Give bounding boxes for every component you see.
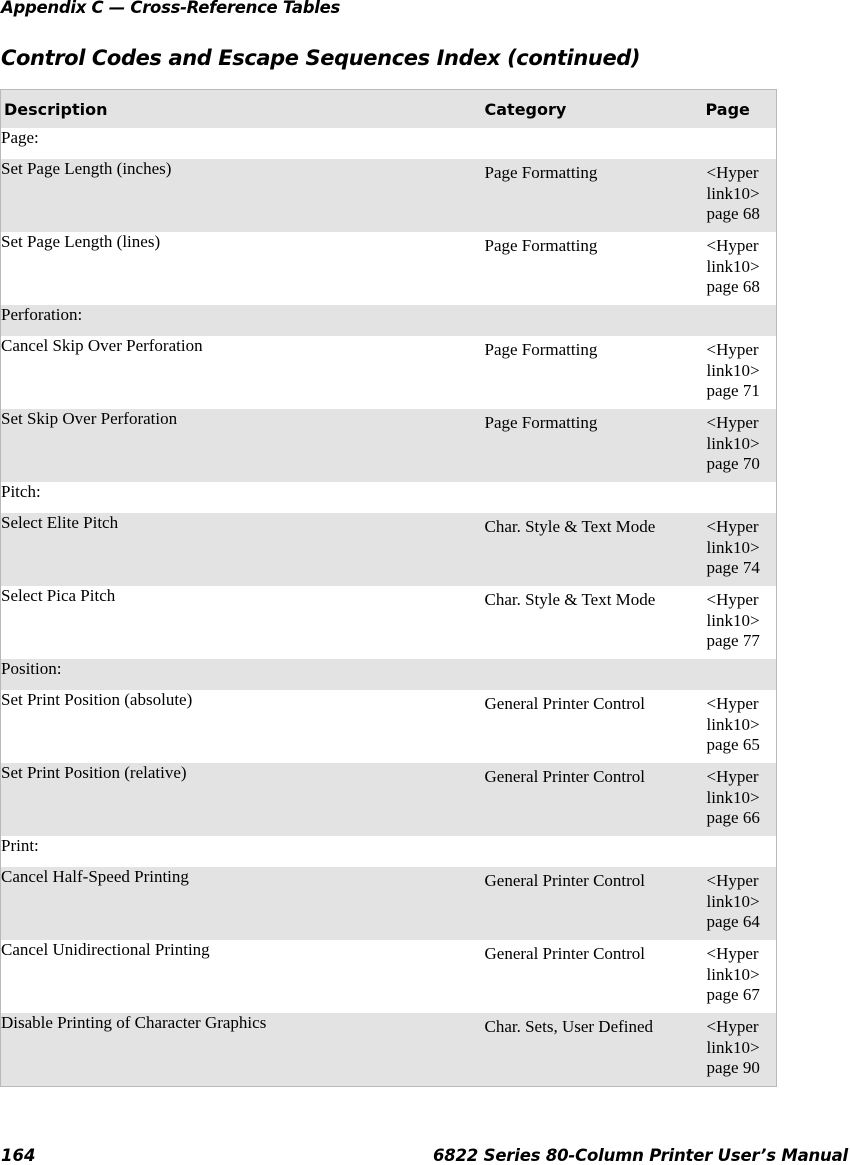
page-reference-cell [702, 482, 777, 513]
description-cell [1, 336, 473, 409]
category-cell: General Printer Control [473, 867, 702, 940]
description-cell [1, 586, 473, 659]
description-text: Select Elite Pitch [1, 513, 119, 532]
page-reference-line[interactable]: link10> [706, 891, 760, 911]
table-row [1, 586, 777, 659]
page-reference-line[interactable]: link10> [706, 964, 760, 984]
table-row [1, 159, 777, 232]
table-row [1, 1013, 777, 1086]
description-text: Cancel Skip Over Perforation [1, 336, 203, 355]
category-cell: General Printer Control [484, 694, 646, 713]
page-reference-cell [702, 128, 777, 159]
page-reference-line[interactable]: page 68 [706, 204, 760, 224]
page-reference-line[interactable]: link10> [706, 610, 760, 630]
category-cell: Page Formatting [484, 236, 598, 255]
page-reference-cell [702, 232, 777, 305]
page-reference-line[interactable]: page 67 [706, 985, 760, 1005]
group-label [1, 305, 473, 336]
page-reference-cell [702, 586, 777, 659]
page-reference-line[interactable]: <Hyper [706, 517, 759, 536]
description-text: Position: [1, 659, 62, 678]
description-text: Pitch: [1, 482, 41, 501]
table-row [1, 232, 777, 305]
cross-reference-table [0, 89, 777, 1087]
description-text: Print: [1, 836, 39, 855]
section-title: Control Codes and Escape Sequences Index (continued) [1, 46, 641, 70]
page-reference-line[interactable]: page 71 [706, 381, 760, 401]
page-reference-line[interactable]: <Hyper [706, 590, 759, 609]
column-header-page: Page [702, 90, 777, 129]
page-reference-line[interactable]: link10> [706, 433, 760, 453]
group-label [1, 659, 473, 690]
category-cell [473, 305, 702, 336]
page-reference-cell [702, 336, 777, 409]
description-cell [1, 232, 473, 305]
category-cell [473, 482, 702, 513]
category-cell: General Printer Control [484, 944, 646, 963]
table-row [1, 513, 777, 586]
table-row [1, 867, 777, 940]
page-reference-cell [702, 836, 777, 867]
category-cell: Char. Style & Text Mode [484, 590, 656, 609]
page-reference-line[interactable]: <Hyper [706, 236, 759, 255]
page-reference-line[interactable]: <Hyper [706, 163, 759, 182]
page-reference-line[interactable]: page 77 [706, 631, 760, 651]
description-text: Set Print Position (absolute) [1, 690, 193, 709]
footer-manual-title: 6822 Series 80-Column Printer User’s Manual [432, 1146, 848, 1165]
table-row [1, 690, 777, 763]
group-label [1, 482, 473, 513]
description-text: Select Pica Pitch [1, 586, 116, 605]
page-reference-line[interactable]: <Hyper [706, 413, 759, 432]
page-reference-cell [702, 940, 777, 1013]
page-reference-line[interactable]: page 68 [706, 277, 760, 297]
page-reference-line[interactable]: <Hyper [706, 340, 759, 359]
column-header-category: Category [473, 90, 702, 129]
page-reference-line[interactable]: link10> [706, 1037, 760, 1057]
table-row [1, 763, 777, 836]
page-reference-line[interactable]: page 74 [706, 558, 760, 578]
category-cell [473, 659, 702, 690]
description-text: Page: [1, 128, 39, 147]
description-cell [1, 1013, 473, 1086]
page-reference-line[interactable]: link10> [706, 787, 760, 807]
page-reference-cell [702, 305, 777, 336]
description-cell [1, 763, 473, 836]
description-cell [1, 940, 473, 1013]
description-cell [1, 513, 473, 586]
group-label [1, 836, 473, 867]
description-cell [1, 159, 473, 232]
description-text: Disable Printing of Character Graphics [1, 1013, 267, 1032]
table-row [1, 940, 777, 1013]
page-reference-cell [702, 1013, 777, 1086]
category-cell [473, 128, 702, 159]
category-cell: Char. Sets, User Defined [473, 1013, 702, 1086]
page-reference-line[interactable]: page 64 [706, 912, 760, 932]
page-reference-line[interactable]: link10> [706, 183, 760, 203]
page-reference-cell [702, 513, 777, 586]
table-row [1, 336, 777, 409]
description-cell [1, 690, 473, 763]
page-reference-cell [702, 409, 777, 482]
page-reference-line[interactable]: link10> [706, 714, 760, 734]
description-text: Cancel Half-Speed Printing [1, 867, 189, 886]
description-text: Perforation: [1, 305, 83, 324]
table-row [1, 409, 777, 482]
description-text: Cancel Unidirectional Printing [1, 940, 210, 959]
group-row [1, 482, 777, 513]
category-cell: General Printer Control [473, 763, 702, 836]
page-reference-line[interactable]: <Hyper [706, 694, 759, 713]
page-reference-line[interactable]: page 66 [706, 808, 760, 828]
running-header: Appendix C — Cross-Reference Tables [1, 0, 340, 17]
page-reference-line[interactable]: link10> [706, 256, 760, 276]
page-reference-line[interactable]: page 65 [706, 735, 760, 755]
description-cell [1, 867, 473, 940]
description-cell [1, 409, 473, 482]
page-reference-cell [702, 867, 777, 940]
column-header-description: Description [1, 90, 473, 129]
description-text: Set Page Length (lines) [1, 232, 161, 251]
group-row [1, 305, 777, 336]
table-header-row [1, 90, 777, 129]
page-reference-line[interactable]: page 70 [706, 454, 760, 474]
footer-page-number: 164 [1, 1146, 36, 1165]
page-reference-cell [702, 763, 777, 836]
group-row [1, 128, 777, 159]
category-cell [473, 836, 702, 867]
group-label [1, 128, 473, 159]
page-reference-line[interactable]: <Hyper [706, 767, 759, 786]
page-reference-line[interactable]: <Hyper [706, 871, 759, 890]
page-reference-line[interactable]: link10> [706, 360, 760, 380]
page-reference-line[interactable]: link10> [706, 537, 760, 557]
table-body [1, 128, 777, 1086]
description-text: Set Skip Over Perforation [1, 409, 178, 428]
group-row [1, 836, 777, 867]
page-reference-line[interactable]: page 90 [706, 1058, 760, 1078]
page-reference-cell [702, 659, 777, 690]
category-cell: Page Formatting [473, 159, 702, 232]
page-reference-line[interactable]: <Hyper [706, 944, 759, 963]
category-cell: Page Formatting [484, 340, 598, 359]
category-cell: Page Formatting [473, 409, 702, 482]
page-reference-cell [702, 159, 777, 232]
group-row [1, 659, 777, 690]
description-text: Set Page Length (inches) [1, 159, 172, 178]
page-reference-cell [702, 690, 777, 763]
page-reference-line[interactable]: <Hyper [706, 1017, 759, 1036]
description-text: Set Print Position (relative) [1, 763, 187, 782]
category-cell: Char. Style & Text Mode [473, 513, 702, 586]
